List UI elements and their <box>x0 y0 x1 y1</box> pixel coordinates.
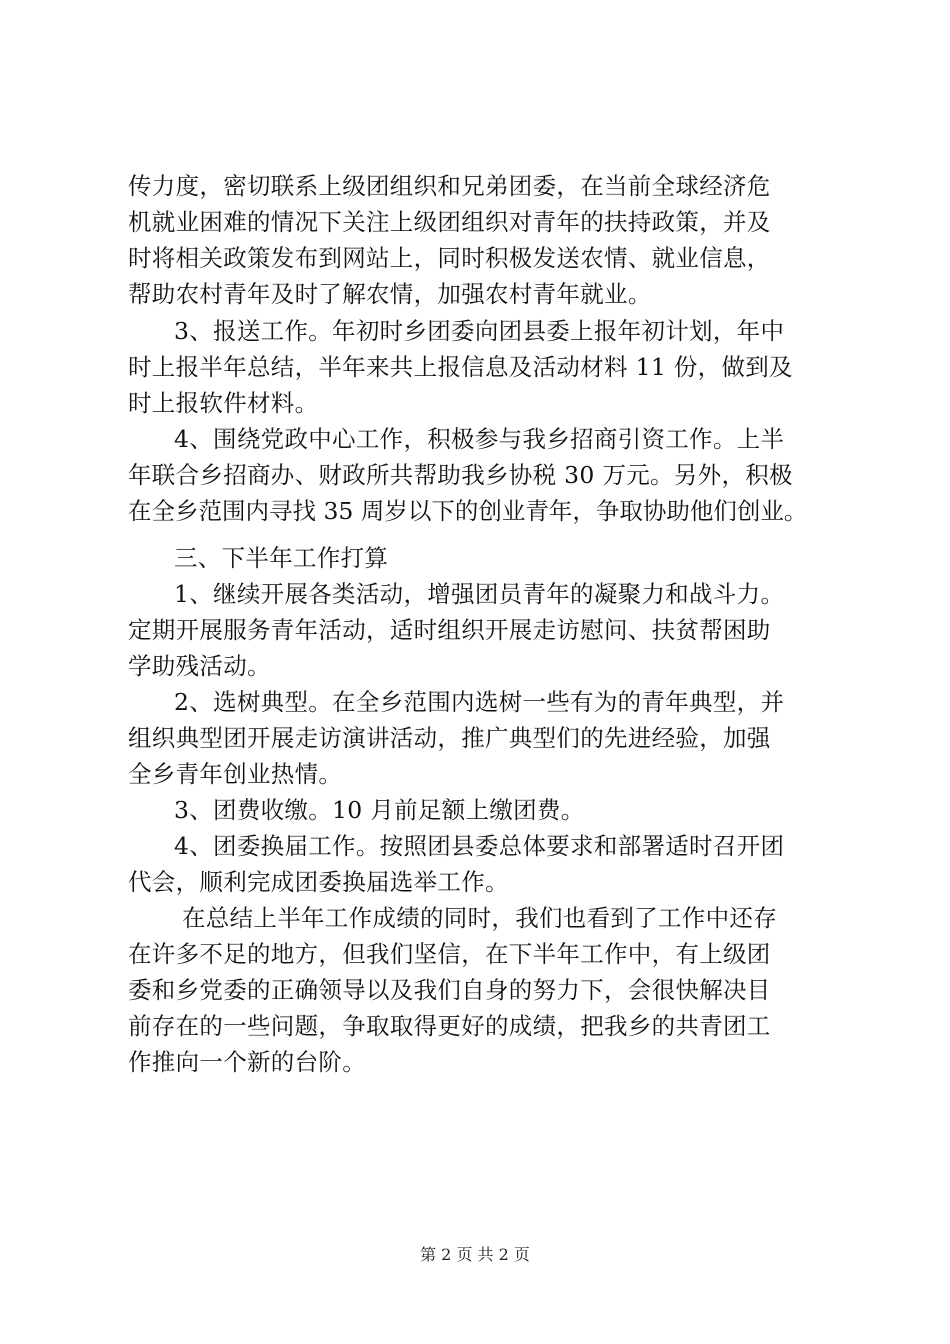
body-line: 3、团费收缴。10 月前足额上缴团费。 <box>174 796 585 824</box>
body-line: 定期开展服务青年活动，适时组织开展走访慰问、扶贫帮困助 <box>128 616 771 644</box>
page-number-footer: 第 2 页 共 2 页 <box>420 1245 530 1264</box>
body-line: 组织典型团开展走访演讲活动，推广典型们的先进经验，加强 <box>128 724 771 752</box>
body-line: 机就业困难的情况下关注上级团组织对青年的扶持政策，并及 <box>128 208 771 236</box>
body-line: 传力度，密切联系上级团组织和兄弟团委，在当前全球经济危 <box>128 172 771 200</box>
body-line: 4、围绕党政中心工作，积极参与我乡招商引资工作。上半 <box>174 425 785 453</box>
body-line: 学助残活动。 <box>128 652 271 680</box>
body-line: 在总结上半年工作成绩的同时，我们也看到了工作中还存 <box>182 904 777 932</box>
body-line: 代会，顺利完成团委换届选举工作。 <box>128 868 509 896</box>
body-line: 时上报软件材料。 <box>128 389 319 417</box>
body-line: 前存在的一些问题，争取取得更好的成绩，把我乡的共青团工 <box>128 1012 771 1040</box>
body-line: 2、选树典型。在全乡范围内选树一些有为的青年典型，并 <box>174 688 785 716</box>
body-line: 4、团委换届工作。按照团县委总体要求和部署适时召开团 <box>174 832 785 860</box>
body-line: 全乡青年创业热情。 <box>128 760 343 788</box>
body-line: 在许多不足的地方，但我们坚信，在下半年工作中，有上级团 <box>128 940 771 968</box>
body-line: 作推向一个新的台阶。 <box>128 1048 366 1076</box>
body-line: 年联合乡招商办、财政所共帮助我乡协税 30 万元。另外，积极 <box>128 461 793 489</box>
body-line: 3、报送工作。年初时乡团委向团县委上报年初计划，年中 <box>174 317 785 345</box>
body-line: 在全乡范围内寻找 35 周岁以下的创业青年，争取协助他们创业。 <box>128 497 808 525</box>
body-line: 委和乡党委的正确领导以及我们自身的努力下，会很快解决目 <box>128 976 771 1004</box>
body-line: 1、继续开展各类活动，增强团员青年的凝聚力和战斗力。 <box>174 580 785 608</box>
section-heading: 三、下半年工作打算 <box>174 544 389 572</box>
body-line: 时上报半年总结，半年来共上报信息及活动材料 11 份，做到及 <box>128 353 793 381</box>
body-line: 帮助农村青年及时了解农情，加强农村青年就业。 <box>128 280 652 308</box>
body-line: 时将相关政策发布到网站上，同时积极发送农情、就业信息， <box>128 244 771 272</box>
